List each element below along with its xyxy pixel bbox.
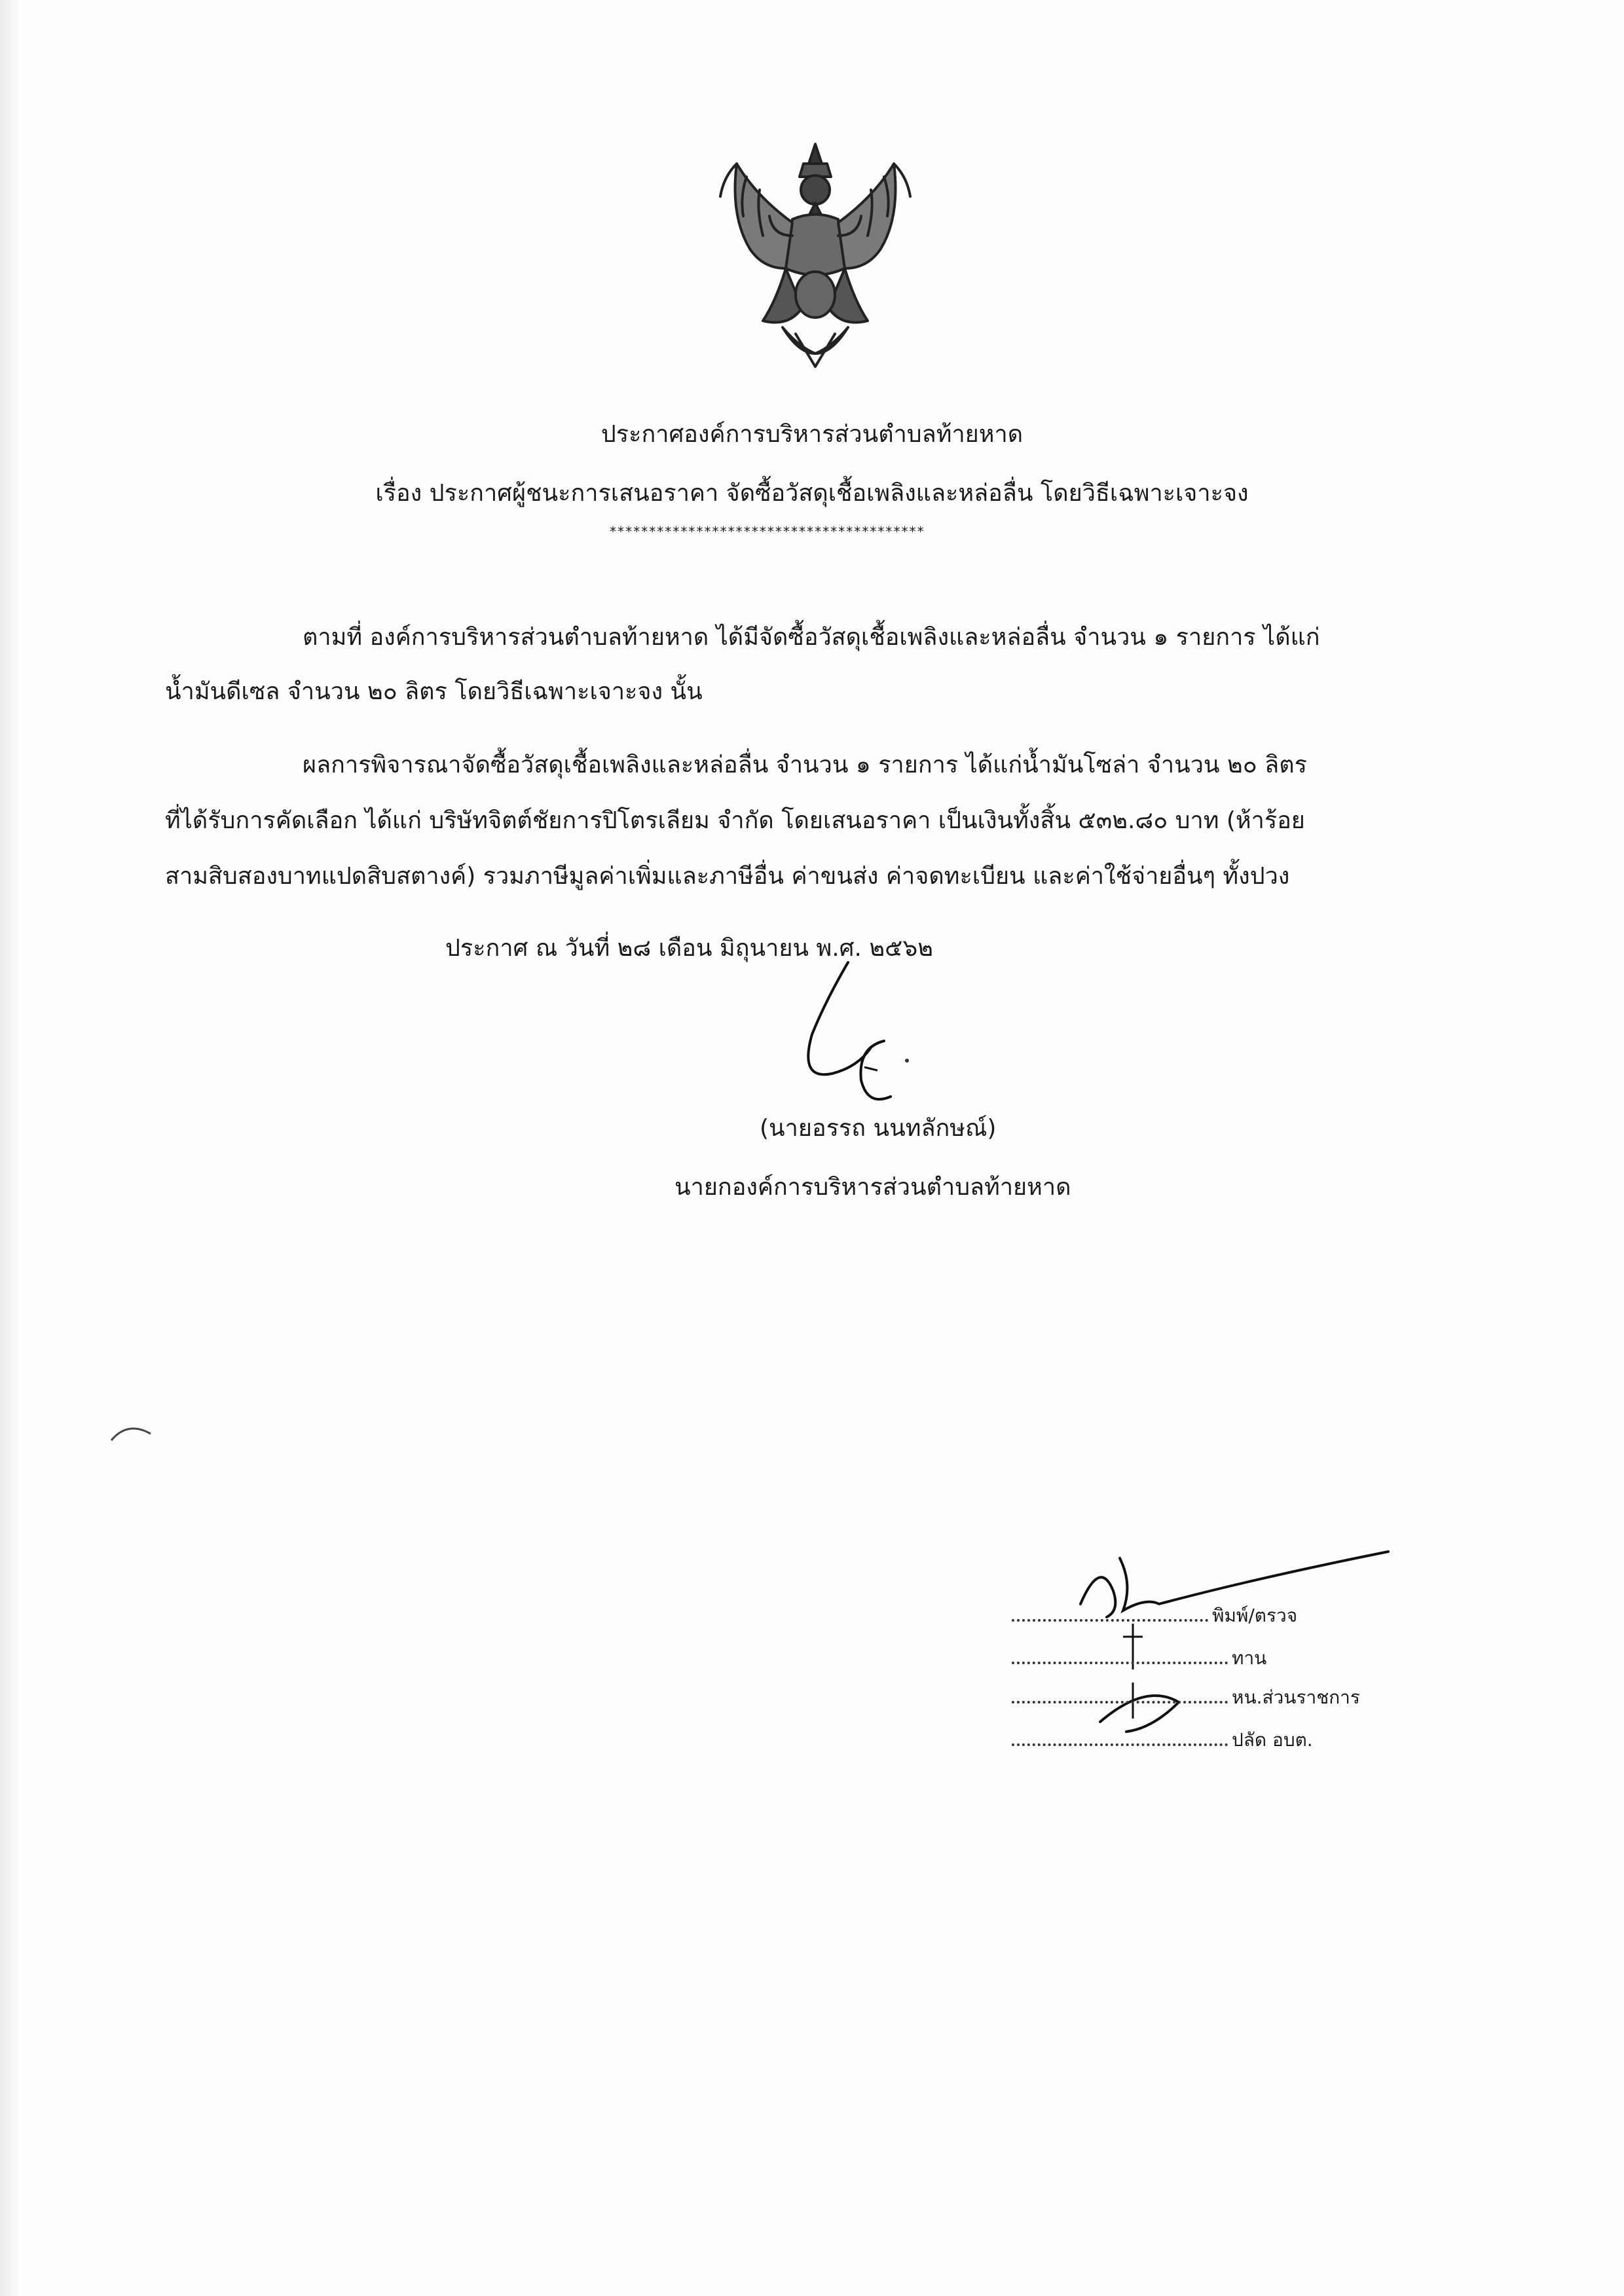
announcement-subject: เรื่อง ประกาศผู้ชนะการเสนอราคา จัดซื้อวัสดุเชื้อเพลิงและหล่อลื่น โดยวิธีเฉพาะเจาะจง [375, 480, 1249, 507]
margin-mark [108, 1421, 154, 1447]
signature-mark [786, 949, 930, 1120]
routing-line-proofread [1012, 1647, 1266, 1670]
dotted-field [1012, 1734, 1228, 1746]
routing-line-section-head [1012, 1686, 1360, 1709]
paragraph-1-line-2: น้ำมันดีเซล จำนวน ๒๐ ลิตร โดยวิธีเฉพาะเจาะจง นั้น [165, 678, 703, 705]
initials-scribbles [1061, 1532, 1428, 1741]
announcement-title: ประกาศองค์การบริหารส่วนตำบลท้ายหาด [600, 421, 1024, 448]
paragraph-2-line-3: สามสิบสองบาทแปดสิบสตางค์) รวมภาษีมูลค่าเพิ่มและภาษีอื่น ค่าขนส่ง ค่าจดทะเบียน และค่าใช้จ่ายอื่นๆ ทั้งปวง [165, 863, 1290, 890]
scan-edge [0, 0, 18, 2296]
paragraph-2-line-2: ที่ได้รับการคัดเลือก ได้แก่ บริษัทจิตต์ชัยการปิโตรเลียม จำกัด โดยเสนอราคา เป็นเงินทั้งสิ้น ๕๓๒.๘๐ บาท (ห้าร้อย [165, 807, 1305, 834]
signatory-position: นายกองค์การบริหารส่วนตำบลท้ายหาด [674, 1174, 1071, 1201]
routing-line-deputy [1012, 1728, 1313, 1752]
routing-label-typed: พิมพ์/ตรวจ [1212, 1605, 1298, 1626]
signatory-name: (นายอรรถ นนทลักษณ์) [760, 1115, 997, 1142]
paragraph-2-line-1: ผลการพิจารณาจัดซื้อวัสดุเชื้อเพลิงและหล่อลื่น จำนวน ๑ รายการ ได้แก่น้ำมันโซล่า จำนวน ๒๐ ลิตร [303, 752, 1307, 778]
routing-label-section-head: หน.ส่วนราชการ [1232, 1686, 1360, 1708]
routing-line-typed [1012, 1604, 1297, 1628]
dotted-field [1012, 1610, 1208, 1622]
separator-stars: **************************************** [609, 524, 925, 539]
announcement-date: ประกาศ ณ วันที่ ๒๘ เดือน มิถุนายน พ.ศ. ๒๕๖๒ [445, 935, 933, 962]
routing-label-proofread: ทาน [1232, 1647, 1267, 1669]
dotted-field [1012, 1652, 1228, 1664]
dotted-field [1012, 1692, 1228, 1704]
garuda-emblem [710, 137, 920, 380]
paragraph-1-line-1: ตามที่ องค์การบริหารส่วนตำบลท้ายหาด ได้มีจัดซื้อวัสดุเชื้อเพลิงและหล่อลื่น จำนวน ๑ รายการ ได้แก่ [303, 624, 1320, 651]
routing-label-deputy: ปลัด อบต. [1232, 1729, 1313, 1751]
